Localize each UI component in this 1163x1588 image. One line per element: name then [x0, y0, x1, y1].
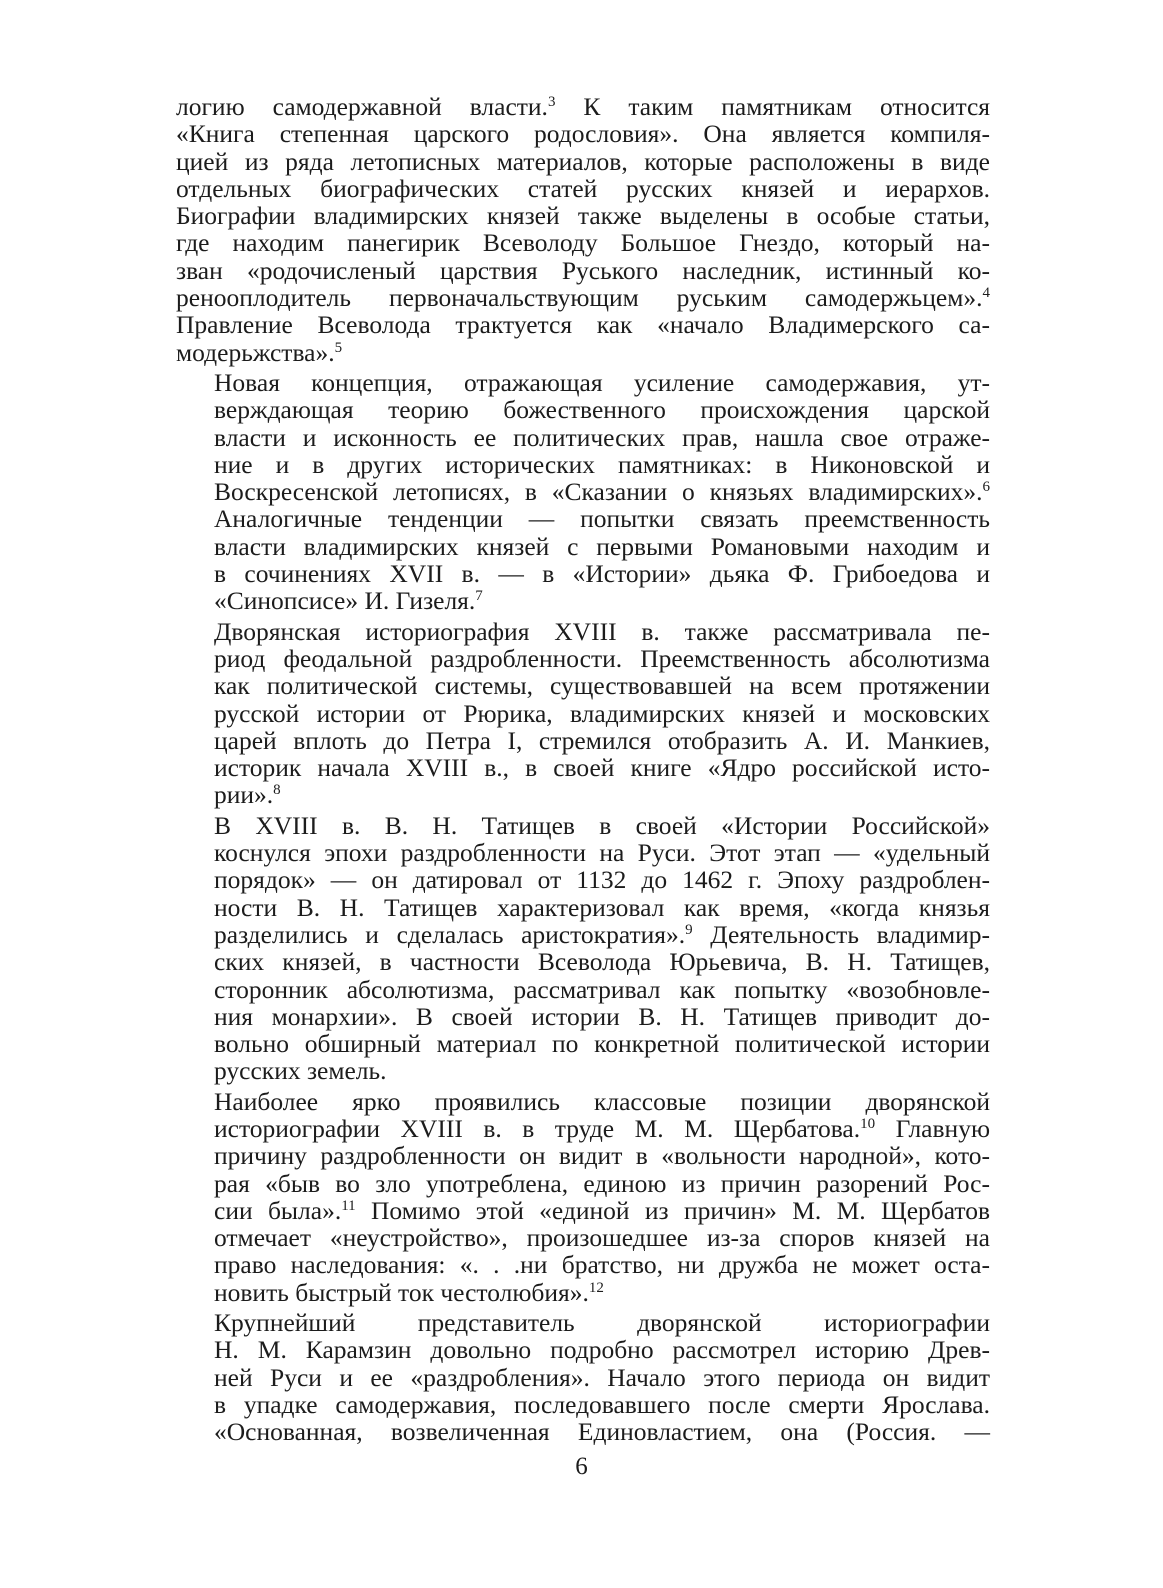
text-line — [176, 672, 990, 699]
page-number: 6 — [575, 1453, 588, 1480]
footnote-marker: 8 — [273, 782, 281, 799]
text-line — [176, 754, 990, 781]
text-line — [176, 839, 990, 866]
text-line — [176, 645, 990, 672]
text-run: вольно обширный материал по конкретной политической истории — [214, 1029, 990, 1059]
text-run: «Синопсисе» И. Гизеля. — [214, 586, 476, 616]
footnote-marker: 5 — [334, 339, 343, 356]
paragraph — [176, 618, 990, 809]
text-run: модерьжства». — [176, 337, 335, 367]
footnote-marker: 4 — [982, 285, 990, 302]
text-run: Дворянская историография XVIII в. также рассматривала пе- — [214, 616, 990, 646]
text-run: власти и исконность ее политических прав, нашла свое отраже- — [214, 422, 990, 452]
text-run: царей вплоть до Петра I, стремился отобразить А. И. Манкиев, — [214, 725, 990, 755]
footnote-marker: 9 — [685, 921, 693, 938]
text-line — [176, 866, 990, 893]
text-line — [176, 369, 990, 396]
text-line — [176, 478, 990, 505]
text-run: Деятельность владимир- — [692, 919, 990, 949]
text-run: отмечает «неустройство», произошедшее из-за споров князей на — [214, 1223, 990, 1253]
text-line — [176, 202, 990, 229]
text-run: Правление Всеволода трактуется как «начало Владимерского са- — [176, 310, 990, 340]
text-line — [176, 148, 990, 175]
text-line — [176, 311, 990, 338]
text-line — [176, 533, 990, 560]
text-line — [176, 560, 990, 587]
text-line — [176, 1251, 990, 1278]
text-run: порядок» — он датировал от 1132 до 1462 г. Эпоху раздроблен- — [214, 865, 990, 895]
text-run: К таким памятникам относится — [555, 92, 990, 121]
text-line — [176, 175, 990, 202]
text-run: «Книга степенная царского родословия». Она является компиля- — [176, 119, 990, 149]
text-run: в сочинениях XVII в. — в «Истории» дьяка Ф. Грибоедова и — [214, 559, 990, 589]
text-line — [176, 1336, 990, 1363]
text-run: историографии XVIII в. в труде М. М. Щербатова. — [214, 1113, 861, 1143]
text-line — [176, 1142, 990, 1169]
text-run: ние и в других исторических памятниках: в Никоновской и — [214, 449, 990, 479]
page-text-block — [176, 93, 990, 1446]
text-run: ренооплодитель первоначальствующим руським самодержьцем». — [176, 283, 983, 313]
text-line — [176, 229, 990, 256]
text-line — [176, 120, 990, 147]
text-line — [176, 921, 990, 948]
text-run: ности В. Н. Татищев характеризовал как время, «когда князья — [214, 892, 990, 922]
text-line — [176, 257, 990, 284]
text-run: власти владимирских князей с первыми Романовыми находим и — [214, 531, 990, 561]
footnote-marker: 11 — [341, 1197, 356, 1214]
footnote-marker: 6 — [982, 479, 990, 496]
text-line — [176, 1279, 990, 1306]
text-run: Воскресенской летописях, в «Сказании о князьях владимирских». — [214, 477, 983, 507]
text-run: Аналогичные тенденции — попытки связать преемственность — [214, 504, 990, 534]
text-line — [176, 1309, 990, 1336]
text-run: Новая концепция, отражающая усиление самодержавия, ут- — [214, 367, 990, 397]
text-run: разделились и сделалась аристократия». — [214, 919, 686, 949]
paragraph — [176, 1309, 990, 1445]
text-line — [176, 618, 990, 645]
text-run: русских земель. — [214, 1056, 387, 1086]
text-run: Н. М. Карамзин довольно подробно рассмотрел историю Древ- — [214, 1335, 990, 1365]
text-run: рая «быв во зло употреблена, единою из причин разорений Рос- — [214, 1168, 990, 1198]
text-line — [176, 781, 990, 808]
text-run: Наиболее ярко проявились классовые позиции дворянской — [214, 1086, 990, 1116]
text-run: цией из ряда летописных материалов, которые расположены в виде — [176, 146, 990, 176]
text-line — [176, 812, 990, 839]
paragraph — [176, 812, 990, 1085]
text-line — [176, 1088, 990, 1115]
paragraph — [176, 1088, 990, 1306]
text-run: «Основанная, возвеличенная Единовластием, она (Россия. — — [214, 1417, 990, 1447]
text-run: в упадке самодержавия, последовавшего после смерти Ярослава. — [214, 1389, 990, 1419]
text-run: риод феодальной раздробленности. Преемственность абсолютизма — [214, 643, 990, 673]
paragraph — [176, 93, 990, 366]
text-run: Помимо этой «единой из причин» М. М. Щербатов — [355, 1195, 990, 1225]
text-run: рии». — [214, 780, 274, 810]
text-run: русской истории от Рюрика, владимирских князей и московских — [214, 698, 990, 728]
text-line — [176, 451, 990, 478]
text-line — [176, 1197, 990, 1224]
text-line — [176, 284, 990, 311]
text-run: коснулся эпохи раздробленности на Руси. Этот этап — «удельный — [214, 838, 990, 868]
text-run: ских князей, в частности Всеволода Юрьевича, В. Н. Татищев, — [214, 947, 990, 977]
text-run: как политической системы, существовавшей на всем протяжении — [214, 671, 990, 701]
text-run: причину раздробленности он видит в «вольности народной», кото- — [214, 1141, 990, 1171]
text-run: ния монархии». В своей истории В. Н. Татищев приводит до- — [214, 1001, 990, 1031]
text-line — [176, 339, 990, 366]
text-run: Биографии владимирских князей также выделены в особые статьи, — [176, 201, 990, 231]
text-run: новить быстрый ток честолюбия». — [214, 1277, 589, 1307]
text-line — [176, 1057, 990, 1084]
footnote-marker: 3 — [547, 94, 556, 110]
text-run: сторонник абсолютизма, рассматривал как попытку «возобновле- — [214, 974, 990, 1004]
text-line — [176, 1224, 990, 1251]
footnote-marker: 12 — [588, 1279, 604, 1296]
text-line — [176, 505, 990, 532]
text-run: верждающая теорию божественного происхождения царской — [214, 395, 990, 425]
text-line — [176, 424, 990, 451]
text-run: Крупнейший представитель дворянской историографии — [214, 1308, 990, 1338]
text-line — [176, 1030, 990, 1057]
text-line — [176, 948, 990, 975]
text-line — [176, 1391, 990, 1418]
text-run: логию самодержавной власти. — [176, 92, 548, 121]
text-run: где находим панегирик Всеволоду Большое Гнездо, который на- — [176, 228, 990, 258]
text-line — [176, 976, 990, 1003]
text-line — [176, 727, 990, 754]
text-run: право наследования: «. . .ни братство, ни дружба не может оста- — [214, 1250, 990, 1280]
text-line — [176, 894, 990, 921]
text-run: сии была». — [214, 1195, 342, 1225]
text-run: Главную — [875, 1113, 990, 1143]
text-line — [176, 93, 990, 120]
text-line — [176, 1418, 990, 1445]
text-run: историк начала XVIII в., в своей книге «Ядро российской исто- — [214, 753, 990, 783]
text-run: отдельных биографических статей русских князей и иерархов. — [176, 173, 990, 203]
text-line — [176, 587, 990, 614]
text-line — [176, 396, 990, 423]
text-line — [176, 1170, 990, 1197]
footnote-marker: 10 — [860, 1115, 876, 1132]
text-line — [176, 1003, 990, 1030]
paragraph — [176, 369, 990, 615]
text-line — [176, 700, 990, 727]
text-line — [176, 1364, 990, 1391]
text-line — [176, 1115, 990, 1142]
footnote-marker: 7 — [475, 588, 483, 605]
text-run: ней Руси и ее «раздробления». Начало этого периода он видит — [214, 1362, 990, 1392]
text-run: В XVIII в. В. Н. Татищев в своей «Истории Российской» — [214, 810, 990, 840]
text-run: зван «родочисленый царствия Руського наследник, истинный ко- — [176, 255, 990, 285]
